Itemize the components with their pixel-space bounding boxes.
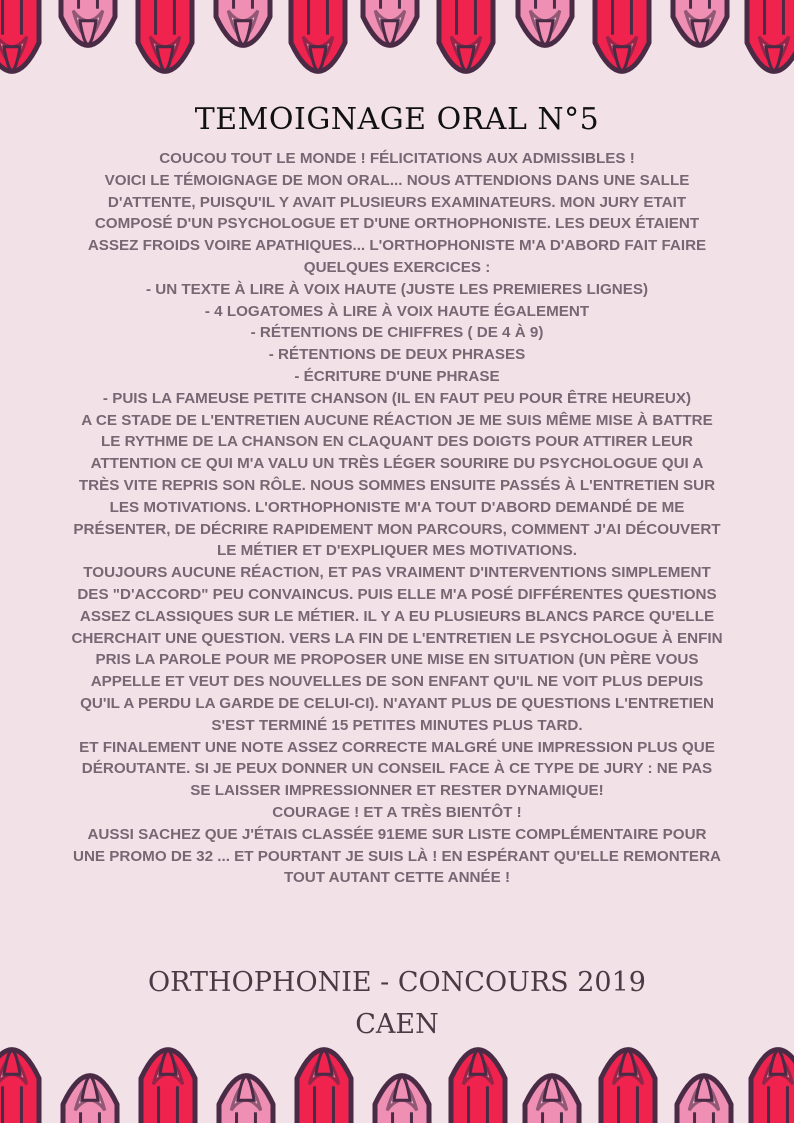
pencil-icon xyxy=(297,1050,351,1123)
exercise-item: - RÉTENTIONS DE CHIFFRES ( DE 4 À 9) xyxy=(250,324,544,342)
pencil-icon xyxy=(138,0,192,71)
pencil-icon xyxy=(595,0,649,71)
pencil-icon xyxy=(518,0,572,45)
pencil-icon xyxy=(0,0,39,71)
exercise-item: - 4 LOGATOMES À LIRE À VOIX HAUTE ÉGALEMENT xyxy=(204,302,590,320)
pencil-icon xyxy=(751,1050,794,1123)
paragraph-questions: TOUJOURS AUCUNE RÉACTION, ET PAS VRAIMENT D'INTERVENTIONS SIMPLEMENT DES "D'ACCORD" PEU CONVAINCUS. PUIS ELLE M'A POSÉ DIFFÉRENTES QUESTIONS ASSEZ CLASSIQUES SUR LE MÉTIER. IL Y A EU PLUSIEURS BLANCS PARCE QU'ELLE CHERCHAIT UNE QUESTION. VERS LA FIN DE L'ENTRETIEN LE PSYCHOLOGUE À ENFIN PRIS LA PAROLE POUR ME PROPOSER UNE MISE EN SITUATION (UN PÈRE VOUS APPELLE ET VEUT DES NOUVELLES DE SON ENFANT QU'IL NE VOIT PLUS DEPUIS QU'IL A PERDU LA GARDE DE CELUI-CI). N'AYANT PLUS DE QUESTIONS L'ENTRETIEN S'EST TERMINÉ 15 PETITES MINUTES PLUS TARD. xyxy=(71,564,723,734)
paragraph-greeting: COUCOU TOUT LE MONDE ! FÉLICITATIONS AUX ADMISSIBLES ! xyxy=(159,150,635,167)
pencil-icon xyxy=(601,1050,655,1123)
exercise-item: - RÉTENTIONS DE DEUX PHRASES xyxy=(268,346,526,364)
pencil-icon xyxy=(363,0,417,45)
footer-contest: ORTHOPHONIE - CONCOURS 2019 xyxy=(148,967,646,998)
exercise-item: - UN TEXTE À LIRE À VOIX HAUTE (JUSTE LES PREMIERES LIGNES) xyxy=(145,280,649,298)
pencil-icon xyxy=(141,1050,195,1123)
pencil-icon xyxy=(219,1076,273,1123)
page-title: TEMOIGNAGE ORAL N°5 xyxy=(194,102,600,137)
pencil-icon xyxy=(216,0,270,45)
pencil-icon xyxy=(63,1076,117,1123)
pencil-icon xyxy=(525,1076,579,1123)
pencil-icon xyxy=(61,0,115,45)
pencil-icon xyxy=(439,0,493,71)
paragraph-interview: A CE STADE DE L'ENTRETIEN AUCUNE RÉACTION JE ME SUIS MÊME MISE À BATTRE LE RYTHME DE LA CHANSON EN CLAQUANT DES DOIGTS POUR ATTIRER LEUR ATTENTION CE QUI M'A VALU UN TRÈS LÉGER SOURIRE DU PSYCHOLOGUE QUI A TRÈS VITE REPRIS SON RÔLE. NOUS SOMMES ENSUITE PASSÉS À L'ENTRETIEN SUR LES MOTIVATIONS. L'ORTHOPHONISTE M'A TOUT D'ABORD DEMANDÉ DE ME PRÉSENTER, DE DÉCRIRE RAPIDEMENT MON PARCOURS, COMMENT J'AI DÉCOUVERT LE MÉTIER ET D'EXPLIQUER MES MOTIVATIONS. xyxy=(73,411,721,560)
paragraph-courage: COURAGE ! ET A TRÈS BIENTÔT ! xyxy=(272,803,522,821)
top-pencil-border xyxy=(0,0,794,110)
pencil-icon xyxy=(673,0,727,45)
paragraph-result: ET FINALEMENT UNE NOTE ASSEZ CORRECTE MALGRÉ UNE IMPRESSION PLUS QUE DÉROUTANTE. SI JE PEUX DONNER UN CONSEIL FACE À CE TYPE DE JURY : NE PAS SE LAISSER IMPRESSIONNER ET RESTER DYNAMIQUE! xyxy=(79,738,715,800)
testimony-text xyxy=(70,148,724,889)
pencil-icon xyxy=(451,1050,505,1123)
pencil-icon xyxy=(677,1076,731,1123)
pencil-icon xyxy=(747,0,794,71)
bottom-pencil-border xyxy=(0,1018,794,1123)
pencil-icon xyxy=(375,1076,429,1123)
pencil-icon xyxy=(0,1050,39,1123)
exercise-item: - ÉCRITURE D'UNE PHRASE xyxy=(294,367,500,385)
exercise-item: - PUIS LA FAMEUSE PETITE CHANSON (IL EN FAUT PEU POUR ÊTRE HEUREUX) xyxy=(102,389,692,407)
paragraph-ranking: AUSSI SACHEZ QUE J'ÉTAIS CLASSÉE 91EME SUR LISTE COMPLÉMENTAIRE POUR UNE PROMO DE 32 ... ET POURTANT JE SUIS LÀ ! EN ESPÉRANT QU'ELLE REMONTERA TOUT AUTANT CETTE ANNÉE ! xyxy=(72,825,722,887)
footer-city: CAEN xyxy=(355,1009,439,1040)
pencil-icon xyxy=(291,0,345,71)
paragraph-intro: VOICI LE TÉMOIGNAGE DE MON ORAL... NOUS ATTENDIONS DANS UNE SALLE D'ATTENTE, PUISQU'IL Y AVAIT PLUSIEURS EXAMINATEURS. MON JURY ETAIT COMPOSÉ D'UN PSYCHOLOGUE ET D'UNE ORTHOPHONISTE. LES DEUX ÉTAIENT ASSEZ FROIDS VOIRE APATHIQUES... L'ORTHOPHONISTE M'A D'ABORD FAIT FAIRE QUELQUES EXERCICES : xyxy=(87,171,707,276)
